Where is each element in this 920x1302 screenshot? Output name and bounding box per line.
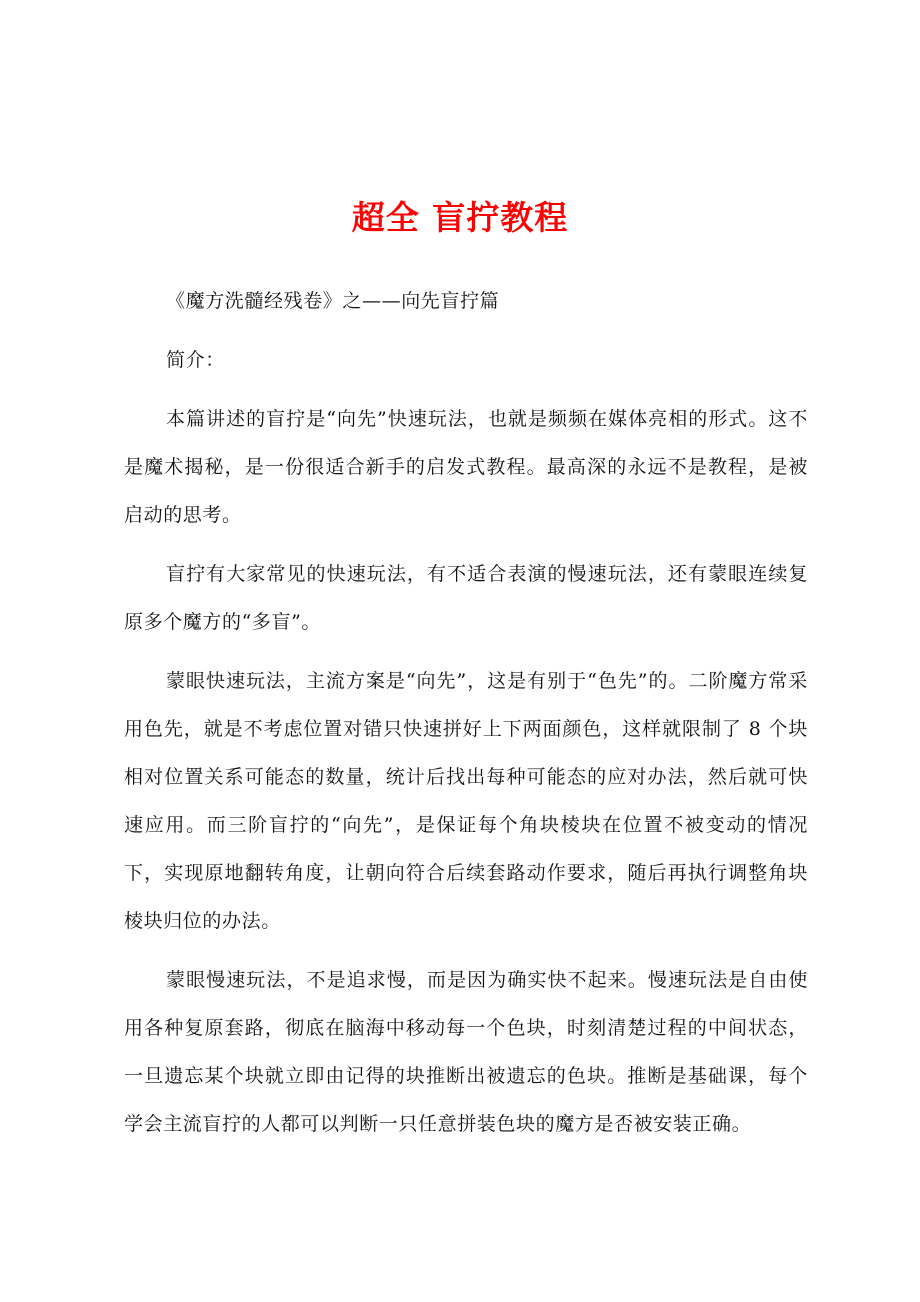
paragraph: 蒙眼快速玩法，主流方案是“向先”，这是有别于“色先”的。二阶魔方常采用色先，就是不考虑位置对错只快速拼好上下两面颜色，这样就限制了 8 个块相对位置关系可能态的数量，统计后找出每种可能态的应对办法，然后就可快速应用。而三阶盲拧的“向先”，是保证每个角块棱块在位置不被变动的情况下，实现原地翻转角度，让朝向符合后续套路动作要求，随后再执行调整角块棱块归位的办法。 [124,670,808,932]
paragraph: 蒙眼慢速玩法，不是追求慢，而是因为确实快不起来。慢速玩法是自由使用各种复原套路，彻底在脑海中移动每一个色块，时刻清楚过程的中间状态，一旦遗忘某个块就立即由记得的块推断出被遗忘的色块。推断是基础课，每个学会主流盲拧的人都可以判断一只任意拼装色块的魔方是否被安装正确。 [124,969,808,1135]
document-title: 超全 盲拧教程 [351,198,569,237]
paragraph: 盲拧有大家常见的快速玩法，有不适合表演的慢速玩法，还有蒙眼连续复原多个魔方的“多盲”。 [124,563,808,633]
paragraph: 本篇讲述的盲拧是“向先”快速玩法，也就是频频在媒体亮相的形式。这不是魔术揭秘，是一份很适合新手的启发式教程。最高深的永远不是教程，是被启动的思考。 [124,408,808,526]
intro-label: 简介： [166,349,225,371]
document-body [124,277,808,1159]
subtitle: 《魔方洗髓经残卷》之——向先盲拧篇 [166,290,500,312]
